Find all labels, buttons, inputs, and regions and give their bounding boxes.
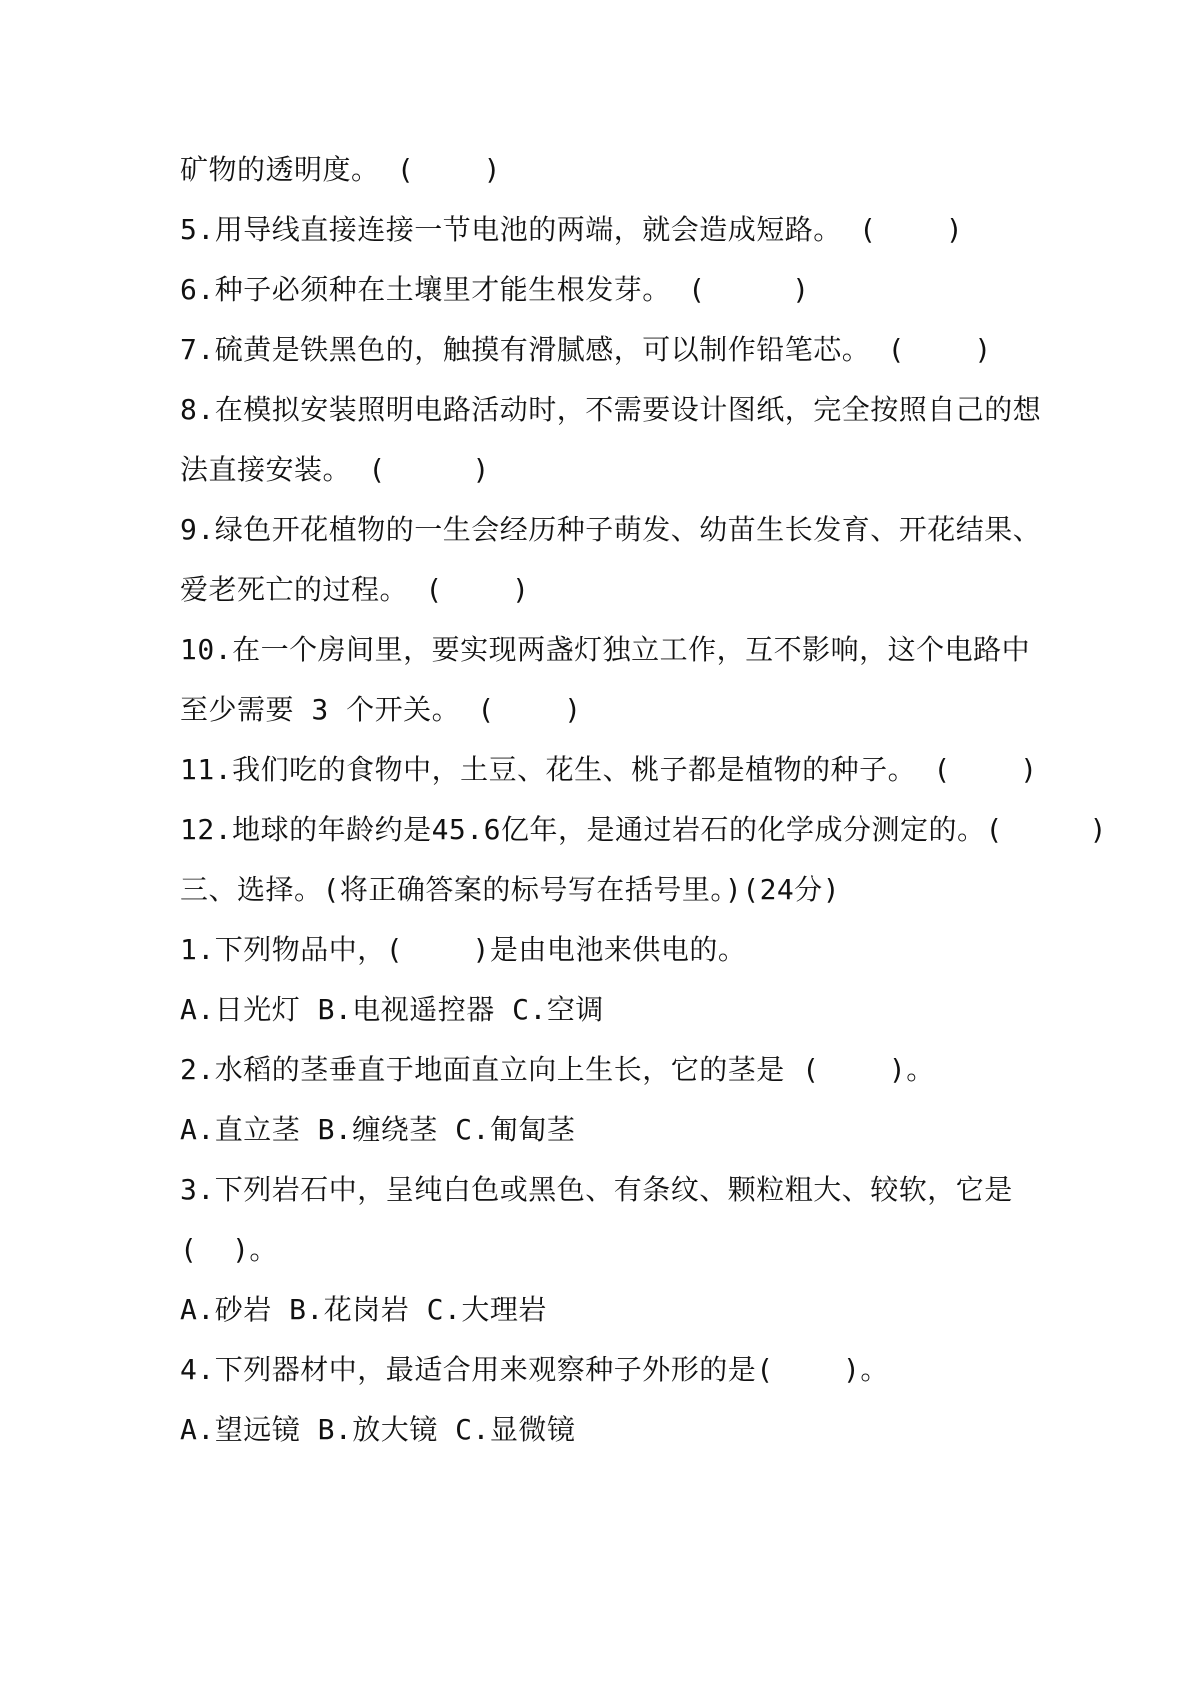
text-line-7: 9.绿色开花植物的一生会经历种子萌发、幼苗生长发育、开花结果、 [180,513,1042,546]
text-line-20: A.砂岩 B.花岗岩 C.大理岩 [180,1293,547,1326]
text-line-11: 11.我们吃的食物中，土豆、花生、桃子都是植物的种子。 ( ) [180,753,1038,786]
text-line-4: 7.硫黄是铁黑色的，触摸有滑腻感，可以制作铅笔芯。 ( ) [180,333,992,366]
text-line-10: 至少需要 3 个开关。 ( ) [180,693,582,726]
text-line-8: 爱老死亡的过程。 ( ) [180,573,530,606]
text-line-21: 4.下列器材中，最适合用来观察种子外形的是( )。 [180,1353,889,1386]
section-heading: 三、选择。(将正确答案的标号写在括号里。)(24分) [180,873,841,906]
text-line-14: 1.下列物品中，( )是由电池来供电的。 [180,933,747,966]
text-line-6: 法直接安装。 ( ) [180,453,490,486]
text-line-9: 10.在一个房间里，要实现两盏灯独立工作，互不影响，这个电路中 [180,633,1031,666]
text-line-2: 5.用导线直接连接一节电池的两端，就会造成短路。 ( ) [180,213,964,246]
text-line-12: 12.地球的年龄约是45.6亿年，是通过岩石的化学成分测定的。( ) [180,813,1108,846]
text-line-16: 2.水稻的茎垂直于地面直立向上生长，它的茎是 ( )。 [180,1053,935,1086]
text-line-17: A.直立茎 B.缠绕茎 C.匍匐茎 [180,1113,576,1146]
text-line-19: ( )。 [180,1233,278,1266]
text-line-1: 矿物的透明度。 ( ) [180,153,502,186]
text-line-15: A.日光灯 B.电视遥控器 C.空调 [180,993,604,1026]
text-line-3: 6.种子必须种在土壤里才能生根发芽。 ( ) [180,273,810,306]
text-line-18: 3.下列岩石中，呈纯白色或黑色、有条纹、颗粒粗大、较软，它是 [180,1173,1013,1206]
text-line-5: 8.在模拟安装照明电路活动时，不需要设计图纸，完全按照自己的想 [180,393,1042,426]
text-line-22: A.望远镜 B.放大镜 C.显微镜 [180,1413,576,1446]
